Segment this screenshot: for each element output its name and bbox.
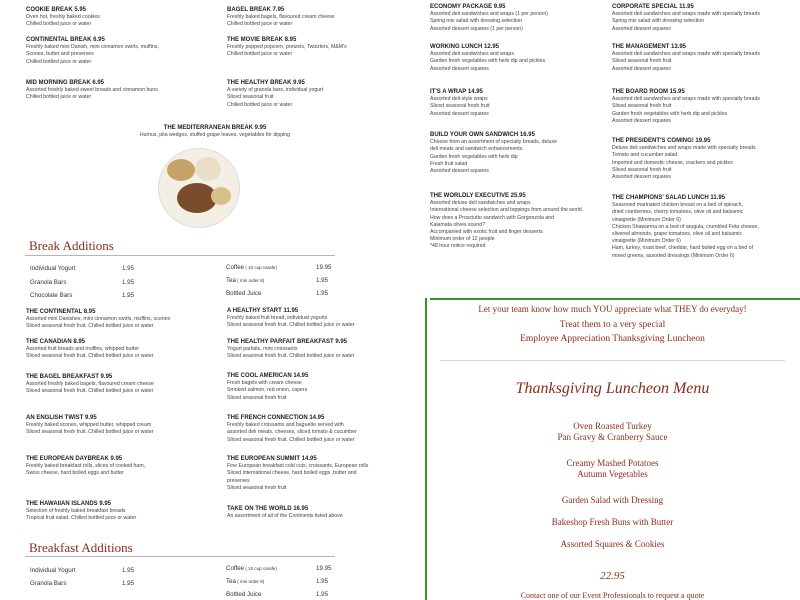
- item-desc-line: Sliced seasonal fresh fruit. Chilled bottled juice or water: [227, 436, 355, 443]
- item-desc-line: dried cranberries, cherry tomatoes, olive oil and balsamic: [612, 209, 744, 216]
- menu-package: [612, 138, 792, 181]
- item-desc-line: mixed greens, assorted dressings (Minimum Order 6): [612, 252, 735, 259]
- item-title: THE MANAGEMENT 13.95: [612, 44, 687, 50]
- item-desc-line: deli meats and sandwich enhancements.: [430, 146, 524, 153]
- item-desc-line: Assorted dessert squares: [612, 25, 671, 32]
- item-desc-line: A variety of granola bars, individual yogurt: [227, 87, 324, 94]
- item-title: COOKIE BREAK 5.95: [26, 7, 87, 13]
- item-title: THE EUROPEAN SUMMIT 14.95: [227, 456, 317, 462]
- item-desc-line: assorted deli meats, cheeses, sliced tomato & cucumber: [227, 429, 357, 436]
- addition-row: [226, 578, 264, 585]
- menu-package: [26, 339, 216, 361]
- item-desc-line: Chilled bottled juice or water: [26, 58, 92, 65]
- addition-price: 1.95: [122, 580, 135, 587]
- item-desc-line: slivered almonds, grape tomatoes, olive oil and balsamic: [612, 231, 743, 238]
- thanksgiving-menu-title: Thanksgiving Luncheon Menu: [515, 380, 710, 397]
- item-desc-line: Fresh fruit salad: [430, 160, 468, 167]
- item-desc-line: Assorted fruit breads and muffins, whipped butter: [26, 346, 139, 353]
- snack-plate-image: [158, 148, 240, 228]
- menu-item: Garden Salad with Dressing: [561, 495, 664, 505]
- item-desc-line: Yogurt parfaits, mini croissants: [227, 346, 298, 353]
- menu-package: [430, 132, 615, 175]
- item-desc-line: How does a Prosciutto sandwich with Gorgonzola and: [430, 214, 554, 221]
- item-desc-line: Chilled bottled juice or water: [26, 94, 92, 101]
- addition-note: ( 10 cup carafe): [244, 566, 277, 571]
- item-desc-line: Freshly baked mini Danish, mini cinnamon swirls, muffins,: [26, 44, 159, 51]
- item-desc-line: An assortment of all of the Continents listed above: [227, 513, 343, 520]
- item-title: AN ENGLISH TWIST 9.95: [26, 415, 97, 421]
- item-desc-line: Smoked salmon, red onion, capers: [227, 387, 308, 394]
- addition-note: ( 10 cup carafe): [244, 265, 277, 270]
- item-desc-line: Accompanied with exotic fruit and finger desserts: [430, 229, 543, 236]
- menu-package: [227, 339, 417, 361]
- menu-package: [26, 309, 216, 331]
- item-desc-line: Freshly baked fruit bread, individual yogurts: [227, 315, 328, 322]
- addition-price: 1.95: [122, 265, 135, 272]
- item-desc-line: Assorted deli-style wraps: [430, 96, 488, 103]
- item-title: THE HEALTHY BREAK 9.95: [227, 80, 305, 86]
- addition-row: [226, 591, 261, 598]
- addition-price: 1.95: [316, 578, 329, 585]
- item-title: THE BOARD ROOM 15.95: [612, 89, 685, 95]
- item-title: THE FRENCH CONNECTION 14.95: [227, 415, 325, 421]
- menu-price: 22.95: [600, 570, 625, 582]
- menu-package: [612, 195, 792, 260]
- addition-name: Tea: [226, 578, 236, 585]
- item-desc-line: Assorted deli sandwiches and wraps (1 per person): [430, 11, 548, 18]
- item-title: THE BAGEL BREAKFAST 9.95: [26, 374, 113, 380]
- divider: [25, 255, 335, 256]
- item-desc-line: Sliced seasonal fresh fruit. Chilled bottled juice or water: [26, 353, 154, 360]
- menu-item: Pan Gravy & Cranberry Sauce: [557, 432, 668, 442]
- item-desc-line: Freshly baked scones, whipped butter, whipped cream: [26, 422, 152, 429]
- item-desc-line: Kalamata olives sound?: [430, 221, 486, 228]
- item-title: MID MORNING BREAK 6.95: [26, 80, 105, 86]
- item-title: THE PRESIDENT'S COMING! 19.95: [612, 138, 711, 144]
- item-desc-line: Seasoned marinated chicken breast on a bed of spinach,: [612, 202, 743, 209]
- item-desc-line: Assorted deli sandwiches and wraps made with specialty breads: [612, 11, 760, 18]
- item-title: THE HAWAIIAN ISLANDS 9.95: [26, 501, 112, 507]
- item-desc-line: Scones, butter and preserves: [26, 51, 94, 58]
- item-desc-line: Sliced seasonal fresh fruit: [430, 103, 490, 110]
- menu-package: [26, 7, 211, 29]
- item-title: THE CANADIAN 8.95: [26, 339, 86, 345]
- item-desc-line: Sliced seasonal fresh fruit: [227, 484, 287, 491]
- item-desc-line: Imported and domestic cheese, crackers and pickles: [612, 159, 733, 166]
- item-desc-line: Freshly baked croissants and baguette served with: [227, 422, 344, 429]
- addition-name: Individual Yogurt: [30, 567, 76, 574]
- menu-package: [26, 80, 211, 102]
- item-title: CORPORATE SPECIAL 11.95: [612, 4, 694, 10]
- item-title: IT'S A WRAP 14.95: [430, 89, 483, 95]
- item-title: WORKING LUNCH 12.95: [430, 44, 500, 50]
- addition-row: [226, 565, 277, 572]
- promo-line3: Employee Appreciation Thanksgiving Luncheon: [520, 334, 705, 344]
- item-desc-line: Freshly baked breakfast rolls, slices of cooked ham,: [26, 463, 146, 470]
- divider: [25, 556, 335, 557]
- menu-package: [430, 193, 615, 251]
- addition-price: 19.95: [316, 264, 332, 271]
- item-desc-line: Oven hot, freshly baked cookies: [26, 14, 100, 21]
- item-title: THE HEALTHY PARFAIT BREAKFAST 9.95: [227, 339, 348, 345]
- addition-price: 1.95: [316, 277, 329, 284]
- item-desc-line: Freshly baked bagels, flavoured cream cheese: [227, 14, 335, 21]
- addition-row: [226, 290, 261, 297]
- item-desc-line: International cheese selection and toppings from around the world.: [430, 207, 584, 214]
- item-desc-line: Chilled bottled juice or water: [227, 21, 293, 28]
- item-title: THE MEDITERRANEAN BREAK 9.95: [163, 125, 267, 131]
- addition-row: [226, 264, 277, 271]
- item-desc-line: Garden fresh vegetables with herb dip and pickles: [612, 110, 728, 117]
- item-title: THE EUROPEAN DAYBREAK 9.95: [26, 456, 123, 462]
- item-title: THE MOVIE BREAK 8.95: [227, 37, 297, 43]
- menu-package: [26, 415, 216, 437]
- item-desc-line: Selection of freshly baked breakfast breads: [26, 508, 126, 515]
- addition-row: [30, 580, 66, 587]
- item-desc-line: Assorted dessert squares: [612, 174, 671, 181]
- item-desc-line: Garden fresh vegetables with herb dip: [430, 153, 518, 160]
- item-desc-line: Assorted dessert squares: [430, 110, 489, 117]
- addition-name: Granola Bars: [30, 279, 67, 286]
- promo-border-top: [430, 298, 800, 300]
- addition-name: Chocolate Bars: [30, 292, 73, 299]
- item-desc-line: Choose from an assortment of specialty breads, deluxe: [430, 139, 557, 146]
- item-desc-line: Assorted dessert squares: [430, 168, 489, 175]
- item-desc-line: Assorted dessert squares: [430, 65, 489, 72]
- item-desc: Humus, pita wedges, stuffed grape leaves, vegetables for dipping: [139, 132, 291, 139]
- addition-name: Individual Yogurt: [30, 265, 76, 272]
- item-desc-line: Sliced seasonal fresh fruit. Chilled bottled juice or water: [227, 353, 355, 360]
- item-title: THE COOL AMERICAN 14.95: [227, 373, 309, 379]
- menu-item: Creamy Mashed Potatoes: [566, 458, 659, 468]
- item-desc-line: Sliced seasonal fresh fruit. Chilled bottled juice or water: [26, 323, 154, 330]
- addition-price: 19.95: [316, 565, 332, 572]
- addition-name: Coffee: [226, 264, 245, 271]
- menu-package: [227, 37, 412, 59]
- item-desc-line: Fine European breakfast cold cuts, croissants, European rolls: [227, 463, 369, 470]
- break-additions-title: Break Additions: [29, 238, 114, 253]
- menu-package: [26, 37, 211, 66]
- item-title: THE CONTINENTAL 8.95: [26, 309, 96, 315]
- menu-package: [430, 44, 615, 73]
- item-desc-line: Assorted deli sandwiches and wraps made with specialty breads: [612, 96, 760, 103]
- promo-tagline: Let your team know how much YOU appreciate what THEY do everyday!: [478, 304, 747, 314]
- item-desc-line: Sliced seasonal fruit: [227, 94, 274, 101]
- addition-price: 1.95: [316, 290, 329, 297]
- item-desc-line: Assorted dessert squares (1 per person): [430, 25, 523, 32]
- menu-package: [26, 374, 216, 396]
- addition-row: [30, 567, 75, 574]
- item-title: ECONOMY PACKAGE 9.95: [430, 4, 506, 10]
- item-desc-line: Chilled bottled juice or water: [227, 101, 293, 108]
- menu-item: Bakeshop Fresh Buns with Butter: [551, 517, 674, 527]
- addition-price: 1.95: [122, 279, 135, 286]
- item-desc-line: Sliced seasonal fresh fruit. Chilled bottled juice or water: [227, 322, 355, 329]
- addition-name: Bottled Juice: [226, 591, 262, 598]
- menu-package: [612, 4, 792, 33]
- menu-item: Oven Roasted Turkey: [573, 421, 652, 431]
- item-desc-line: Chicken Shawarma on a bed of arugula, crumbled Feta cheese,: [612, 223, 759, 230]
- item-desc-line: Assorted deli sandwiches and wraps: [430, 51, 514, 58]
- menu-package: [430, 4, 615, 33]
- item-desc-line: preserves: [227, 477, 250, 484]
- addition-price: 1.95: [122, 567, 135, 574]
- menu-package: [227, 456, 417, 492]
- item-desc-line: *48 hour notice required: [430, 243, 486, 250]
- item-title: TAKE ON THE WORLD 16.95: [227, 506, 309, 512]
- item-title: BUILD YOUR OWN SANDWICH 16.95: [430, 132, 535, 138]
- item-desc-line: Spring mix salad with dressing selection: [612, 18, 704, 25]
- item-title: BAGEL BREAK 7.95: [227, 7, 285, 13]
- menu-package: [227, 80, 412, 109]
- item-desc-line: Freshly popped popcorn, pretzels, Twizzlers, M&M's: [227, 44, 347, 51]
- menu-item: Assorted Squares & Cookies: [560, 539, 665, 549]
- item-desc-line: vinaigrette (Minimum Order 6): [612, 216, 681, 223]
- item-desc-line: Swiss cheese, hard boiled eggs and butter: [26, 470, 124, 477]
- item-desc-line: Tropical fruit salad. Chilled bottled juice or water: [26, 515, 137, 522]
- item-desc-line: Fresh bagels with cream cheese: [227, 380, 302, 387]
- menu-package: [612, 44, 792, 73]
- item-desc-line: Sliced seasonal fresh fruit: [227, 394, 287, 401]
- addition-name: Granola Bars: [30, 580, 67, 587]
- item-desc-line: Assorted freshly baked bagels, flavoured cream cheese: [26, 381, 154, 388]
- promo-line2: Treat them to a very special: [559, 320, 666, 330]
- item-desc-line: Sliced seasonal fresh fruit: [612, 166, 672, 173]
- item-desc-line: Assorted freshly baked sweet breads and cinnamon buns: [26, 87, 158, 94]
- menu-package: [227, 308, 417, 330]
- item-desc-line: Ham, turkey, roast beef, cheddar, hard boiled egg on a bed of: [612, 245, 753, 252]
- item-desc-line: vinaigrette (Minimum Order 6): [612, 238, 681, 245]
- menu-item: Autumn Vegetables: [577, 469, 648, 479]
- contact-line: Contact one of our Event Professionals to request a quote: [520, 591, 705, 600]
- addition-note: ( min order 8): [235, 579, 265, 584]
- addition-row: [30, 265, 75, 272]
- menu-package: [227, 415, 417, 444]
- item-title: THE WORLDLY EXECUTIVE 25.95: [430, 193, 526, 199]
- item-desc-line: Assorted dessert squares: [612, 65, 671, 72]
- divider: [440, 360, 785, 361]
- addition-row: [30, 292, 72, 299]
- item-desc-line: Assorted deluxe deli sandwiches and wraps: [430, 200, 531, 207]
- item-desc-line: Assorted deli sandwiches and wraps made with specialty breads: [612, 51, 760, 58]
- item-desc-line: Minimum order of 12 people: [430, 236, 495, 243]
- item-title: A HEALTHY START 11.95: [227, 308, 299, 314]
- item-desc-line: Sliced seasonal fresh fruit. Chilled bottled juice or water: [26, 388, 154, 395]
- addition-row: [226, 277, 264, 284]
- menu-package: [612, 89, 792, 125]
- item-title: THE CHAMPIONS' SALAD LUNCH 11.95: [612, 195, 726, 201]
- addition-row: [30, 279, 66, 286]
- addition-price: 1.95: [316, 591, 329, 598]
- addition-name: Tea: [226, 277, 236, 284]
- addition-note: ( min order 8): [235, 278, 265, 283]
- item-desc-line: Spring mix salad with dressing selection: [430, 18, 522, 25]
- menu-package: [26, 456, 216, 478]
- item-desc-line: Chilled bottled juice or water: [26, 21, 92, 28]
- addition-price: 1.95: [122, 292, 135, 299]
- menu-package: [430, 89, 615, 118]
- item-desc-line: Sliced seasonal fresh fruit: [612, 103, 672, 110]
- menu-package: [227, 506, 417, 520]
- item-desc-line: Sliced international cheese, hard boiled eggs ,butter and: [227, 470, 357, 477]
- menu-package: [227, 7, 412, 29]
- item-desc-line: Garden fresh vegetables with herb dip and pickles: [430, 58, 546, 65]
- addition-name: Coffee: [226, 565, 245, 572]
- item-desc-line: Sliced seasonal fresh fruit. Chilled bottled juice or water: [26, 429, 154, 436]
- item-desc-line: Assorted dessert squares: [612, 117, 671, 124]
- item-desc-line: Deluxe deli sandwiches and wraps made with specialty breads: [612, 145, 756, 152]
- item-desc-line: Sliced seasonal fresh fruit: [612, 58, 672, 65]
- item-title: CONTINENTAL BREAK 6.95: [26, 37, 105, 43]
- addition-name: Bottled Juice: [226, 290, 262, 297]
- menu-package: [227, 373, 417, 402]
- breakfast-additions-title: Breakfast Additions: [29, 540, 133, 555]
- menu-package: [26, 501, 216, 523]
- mediterranean-break: [120, 125, 310, 139]
- item-desc-line: Assorted mini Danishes, mini cinnamon swirls, muffins, scones: [26, 316, 171, 323]
- item-desc-line: Chilled bottled juice or water: [227, 51, 293, 58]
- item-desc-line: Tomato and cucumber salad: [612, 152, 678, 159]
